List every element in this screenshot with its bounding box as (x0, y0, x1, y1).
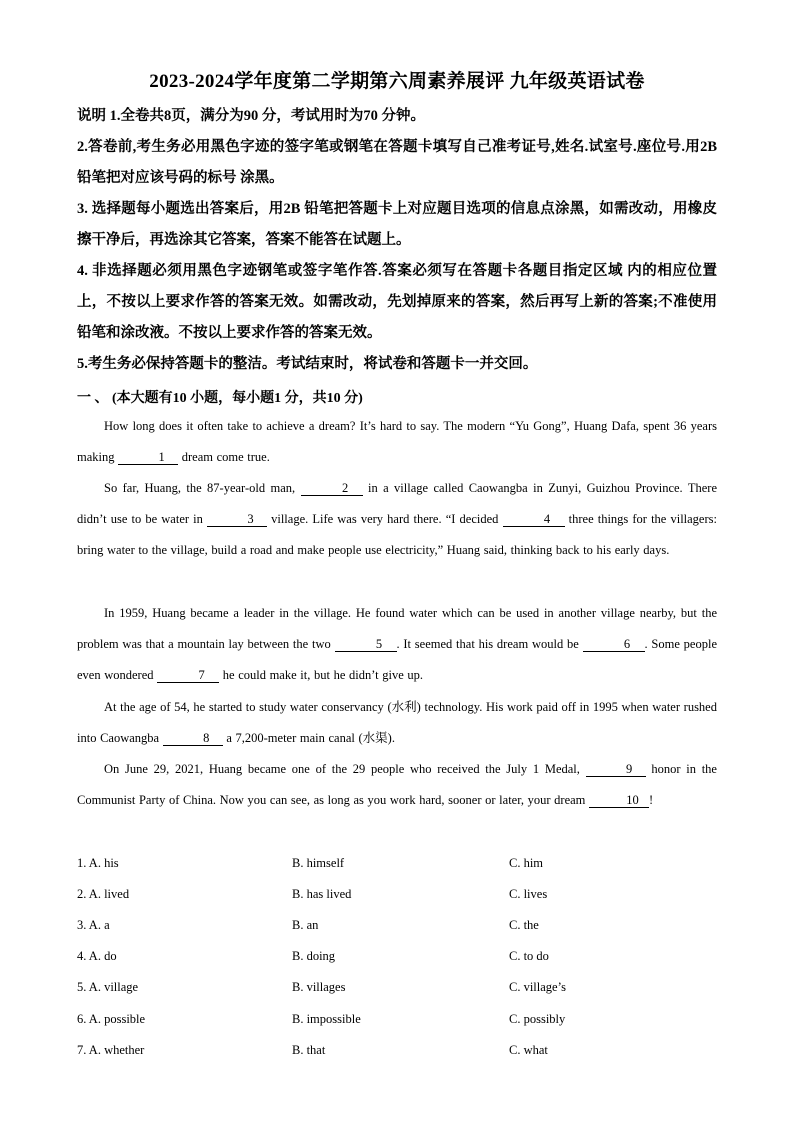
passage-text: At the age of 54, he started to study water conservancy (水利) technology. His work paid off in 1995 when water rushed into Caowangba (77, 700, 717, 745)
option-a: 7. A. whether (77, 1043, 145, 1057)
passage-paragraph-2 (77, 473, 717, 566)
blank-6: 6 (583, 637, 645, 652)
question-options-7 (77, 1043, 717, 1063)
option-b: B. himself (292, 856, 345, 870)
blank-3: 3 (207, 512, 267, 527)
passage-text: honor in the Communist Party of China. Now you can see, as long as you work hard, sooner or later, your dream (77, 762, 717, 807)
option-b: B. an (292, 918, 319, 932)
question-options-1 (77, 856, 717, 876)
option-b: B. doing (292, 949, 336, 963)
blank-4: 4 (503, 512, 565, 527)
passage-text: On June 29, 2021, Huang became one of the 29 people who received the July 1 Medal, (104, 762, 586, 776)
passage-paragraph-3 (77, 598, 717, 691)
blank-5: 5 (335, 637, 397, 652)
passage-text: So far, Huang, the 87-year-old man, (104, 481, 301, 495)
blank-2: 2 (301, 481, 363, 496)
blank-1: 1 (118, 450, 178, 465)
blank-7: 7 (157, 668, 219, 683)
option-a: 1. A. his (77, 856, 119, 870)
passage-text: he could make it, but he didn’t give up. (219, 668, 424, 682)
passage-text: ! (649, 793, 654, 807)
blank-8: 8 (163, 731, 223, 746)
option-c: C. possibly (509, 1012, 566, 1026)
passage-paragraph-1 (77, 411, 717, 473)
option-b: B. impossible (292, 1012, 361, 1026)
option-a: 3. A. a (77, 918, 110, 932)
passage-text: in a village called Caowangba in Zunyi, Guizhou Province. There didn’t use to be water in (77, 481, 717, 526)
option-a: 4. A. do (77, 949, 117, 963)
question-options-6 (77, 1012, 717, 1032)
instruction-4: 4. 非选择题必须用黑色字迹钢笔或签字笔作答.答案必须写在答题卡各题目指定区域 内的相应位置上，不按以上要求作答的答案无效。如需改动，先划掉原来的答案，然后再写上新的答案;不准使用铅笔和涂改液。不按以上要求作答的答案无效。 (77, 263, 717, 341)
option-a: 5. A. village (77, 980, 139, 994)
passage-paragraph-4 (77, 692, 717, 754)
option-b: B. villages (292, 980, 346, 994)
passage-text: How long does it often take to achieve a dream? It’s hard to say. The modern “Yu Gong”, Huang Dafa, spent 36 years making (77, 419, 717, 464)
passage-text: In 1959, Huang became a leader in the village. He found water which can be used in another village nearby, but the problem was that a mountain lay between the two (77, 606, 717, 651)
passage-text: a 7,200-meter main canal (水渠). (222, 731, 395, 745)
passage-text: dream come true. (178, 450, 270, 464)
passage-text: . It seemed that his dream would be (396, 637, 583, 651)
page-title: 2023-2024学年度第二学期第六周素养展评 九年级英语试卷 (149, 71, 645, 92)
option-c: C. what (509, 1043, 548, 1057)
question-options-4 (77, 949, 717, 969)
option-c: C. to do (509, 949, 549, 963)
passage-text: . Some people even wondered (77, 637, 717, 682)
section-header: 一 、 (本大题有10 小题，每小题1 分，共10 分) (77, 391, 363, 406)
instruction-5: 5.考生务必保持答题卡的整洁。考试结束时，将试卷和答题卡一并交回。 (77, 356, 538, 372)
blank-10: 10 (589, 793, 649, 808)
option-b: B. that (292, 1043, 326, 1057)
instruction-3: 3. 选择题每小题选出答案后，用2B 铅笔把答题卡上对应题目选项的信息点涂黑，如需改动，用橡皮擦干净后，再选涂其它答案，答案不能答在试题上。 (77, 201, 717, 248)
question-options-2 (77, 887, 717, 907)
option-c: C. village’s (509, 980, 566, 994)
option-c: C. him (509, 856, 544, 870)
passage-text: village. Life was very hard there. “I decided (266, 512, 503, 526)
option-c: C. the (509, 918, 539, 932)
option-b: B. has lived (292, 887, 352, 901)
blank-9: 9 (586, 762, 646, 777)
option-c: C. lives (509, 887, 548, 901)
passage-paragraph-5 (77, 754, 717, 816)
option-a: 2. A. lived (77, 887, 130, 901)
option-a: 6. A. possible (77, 1012, 146, 1026)
passage-text: three things for the villagers: bring water to the village, build a road and make people use electricity,” Huang said, thinking back to his early days. (77, 512, 717, 557)
instruction-1: 说明 1.全卷共8页，满分为90 分，考试用时为70 分钟。 (77, 108, 425, 124)
question-options-5 (77, 980, 717, 1000)
question-options-3 (77, 918, 717, 938)
instruction-2: 2.答卷前,考生务必用黑色字迹的签字笔或钢笔在答题卡填写自己准考证号,姓名.试室号.座位号.用2B 铅笔把对应该号码的标号 涂黑。 (77, 139, 717, 186)
